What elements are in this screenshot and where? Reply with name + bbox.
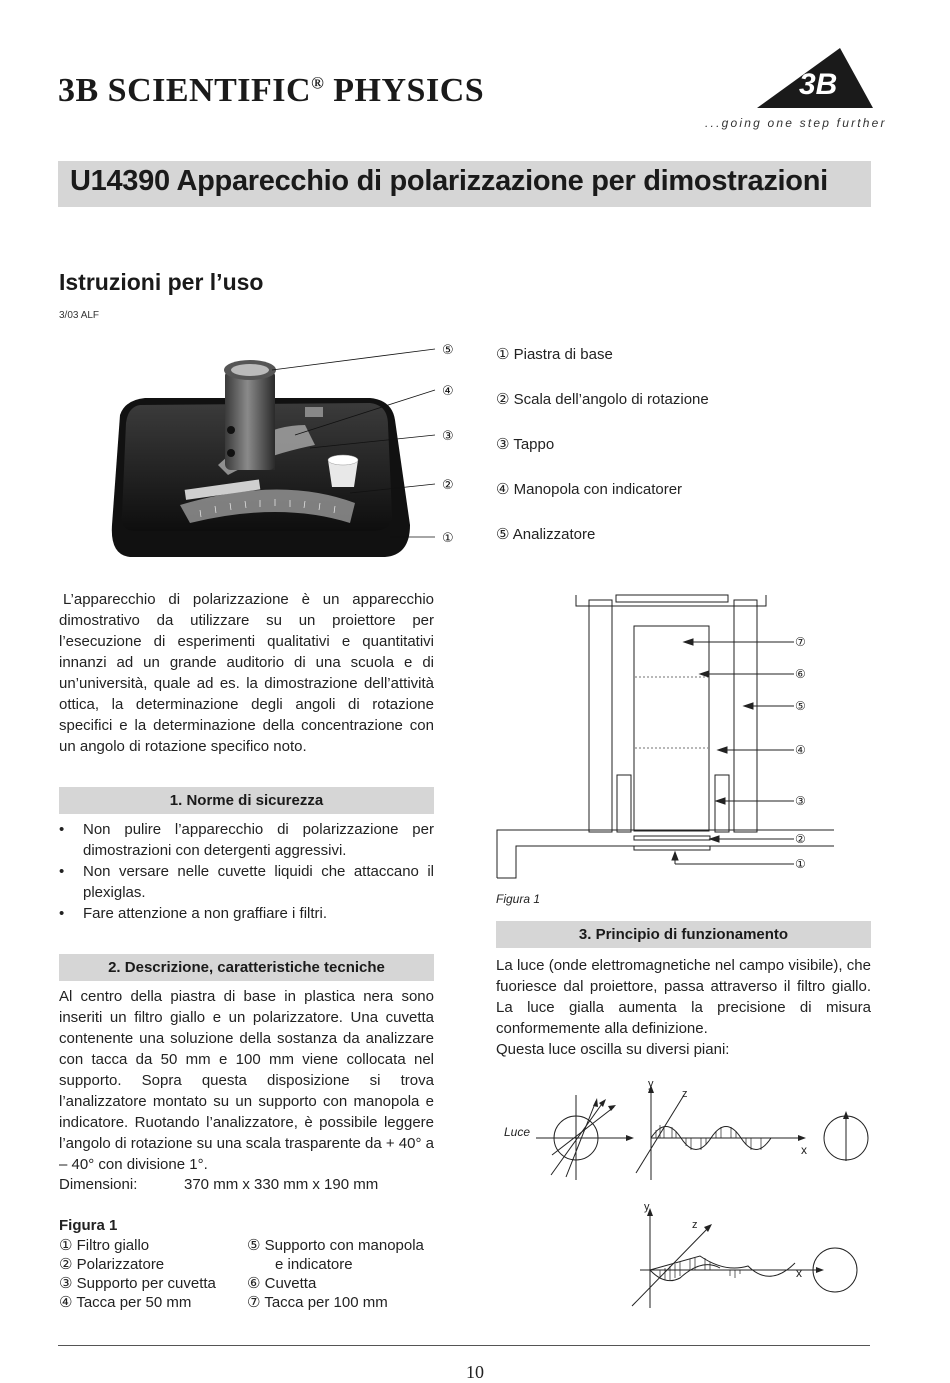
wave-label-light: Luce (504, 1125, 531, 1139)
subtitle: Istruzioni per l’uso (59, 269, 264, 295)
callout-2: ② (442, 477, 454, 492)
section-3-text: La luce (onde elettromagnetiche nel campo visibile), che fuoriesce dal proiettore, passa attraverso il filtro giallo. La luce gialla aumenta la precisione di misura conformemente alla definizione. (496, 957, 871, 1037)
brand-suffix: PHYSICS (324, 72, 485, 109)
section-3-heading: 3. Principio di funzionamento (496, 921, 871, 948)
figure-caption: Figura 1 (496, 892, 541, 906)
figure-1-item: ④ Tacca per 50 mm (59, 1294, 192, 1311)
legend-item: ③ Tappo (496, 436, 555, 453)
callout-4: ④ (442, 383, 454, 398)
page-title: U14390 Apparecchio di polarizzazione per dimostrazioni (70, 165, 828, 197)
figure-1-list-right (247, 1236, 437, 1312)
list-item: • Fare attenzione a non graffiare i filtri. (59, 903, 434, 924)
logo-text: 3B (799, 68, 838, 101)
intro-paragraph: L’apparecchio di polarizzazione è un apparecchio dimostrativo da utilizzare su un proiettore per l’esecuzione di esperimenti qualitativi e quantitativi innanzi ad un grande auditorio di una scuola e di un’università, quale ad es. la dimostrazione dell’attività ottica, la determinazione degli angoli di rotazione specifici e la determinazione della concentrazione con un angolo di rotazione specifico noto. (59, 591, 434, 755)
wave-label-x: x (801, 1143, 807, 1157)
legend-item: ① Piastra di base (496, 346, 613, 363)
dims-value: 370 mm x 330 mm x 190 mm (184, 1176, 379, 1193)
wave-label-z: z (682, 1088, 688, 1100)
dims-label: Dimensioni: (59, 1176, 138, 1193)
3b-logo-icon (755, 46, 875, 112)
list-item: • Non versare nelle cuvette liquidi che attaccano il plexiglas. (59, 861, 434, 903)
diagram-label-1: ① (795, 857, 806, 871)
wave-label-x: x (796, 1266, 802, 1280)
figure-1-item: ⑦ Tacca per 100 mm (247, 1294, 388, 1311)
apparatus-photo (100, 325, 465, 565)
callout-5: ⑤ (442, 342, 454, 357)
wave-label-y: y (644, 1201, 650, 1213)
figure-1-list-left (59, 1236, 244, 1312)
section-3-text-2: Questa luce oscilla su diversi piani: (496, 1041, 730, 1058)
cross-section-diagram (494, 590, 844, 885)
diagram-label-6: ⑥ (795, 667, 806, 681)
legend-item: ⑤ Analizzatore (496, 526, 596, 543)
legend-item: ④ Manopola con indicatorer (496, 481, 683, 498)
diagram-label-2: ② (795, 832, 806, 846)
figure-1-item: ⑥ Cuvetta (247, 1275, 317, 1292)
list-item: • Non pulire l’apparecchio di polarizzazione per dimostrazioni con detergenti aggressivi. (59, 819, 434, 861)
wave-label-z: z (692, 1219, 698, 1231)
brand-title (58, 72, 484, 110)
figure-1-title: Figura 1 (59, 1217, 118, 1234)
section-2-text: Al centro della piastra di base in plastica nera sono inseriti un filtro giallo e un polarizzatore. Una cuvetta contenente una soluzione della sostanza da analizzare con tacca da 50 mm e 100 mm viene collocata nel supporto. Sopra questa disposizione si trova l’analizzatore montato su un supporto con manopola e indicatore. Ruotando l’analizzatore, è possibile leggere l’angolo di rotazione su una scala trasparente da + 40° a – 40° con divisione 1°. (59, 988, 434, 1173)
callout-1: ① (442, 530, 454, 545)
legend-item: ② Scala dell’angolo di rotazione (496, 391, 709, 408)
title-bar (58, 161, 871, 207)
diagram-label-5: ⑤ (795, 699, 806, 713)
diagram-label-4: ④ (795, 743, 806, 757)
section-2-heading: 2. Descrizione, caratteristiche tecniche (59, 954, 434, 981)
figure-1-item: ⑤ Supporto con manopola (247, 1237, 424, 1254)
brand-name: 3B SCIENTIFIC (58, 72, 312, 109)
section-1-heading: 1. Norme di sicurezza (59, 787, 434, 814)
diagram-label-3: ③ (795, 794, 806, 808)
figure-1-item: ① Filtro giallo (59, 1237, 150, 1254)
page-number: 10 (466, 1362, 484, 1382)
figure-1-item: e indicatore (275, 1256, 353, 1273)
registered-mark: ® (311, 73, 325, 93)
safety-list (59, 819, 434, 924)
callout-3: ③ (442, 428, 454, 443)
figure-1-item: ③ Supporto per cuvetta (59, 1275, 216, 1292)
footer-divider (58, 1345, 870, 1346)
diagram-label-7: ⑦ (795, 635, 806, 649)
unpolarized-wave-diagram (496, 1075, 876, 1195)
wave-label-y: y (648, 1078, 654, 1090)
polarized-wave-diagram (620, 1198, 870, 1328)
tagline: ...going one step further (705, 116, 887, 130)
figure-1-item: ② Polarizzatore (59, 1256, 165, 1273)
date-code: 3/03 ALF (59, 310, 100, 321)
